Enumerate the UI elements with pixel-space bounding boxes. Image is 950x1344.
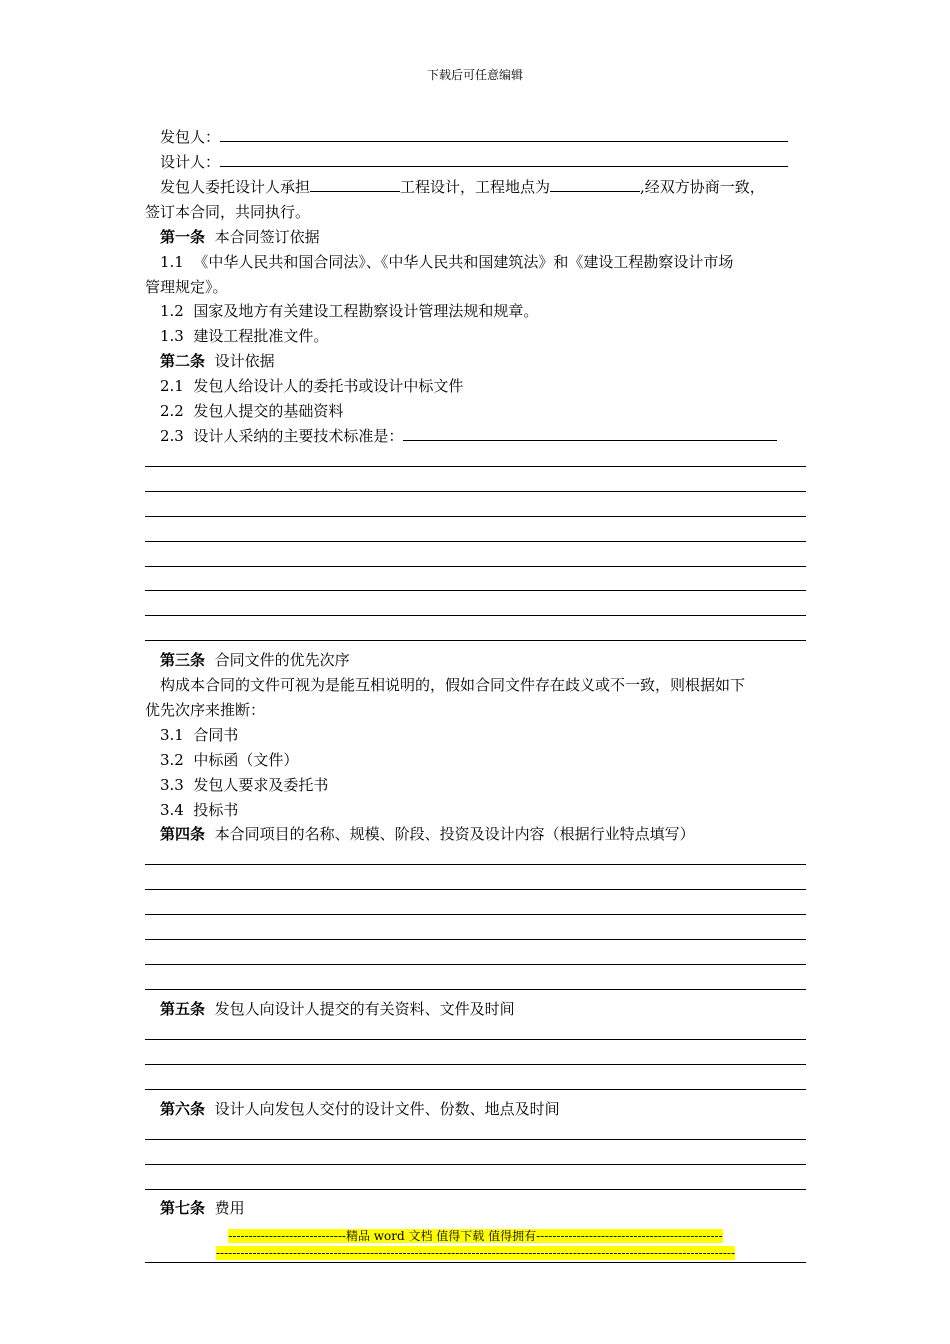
fill-line[interactable] [145, 590, 806, 591]
fill-line[interactable] [145, 864, 806, 865]
clause-2-3 [160, 426, 777, 446]
intro-text-a: 发包人委托设计人承担 [160, 178, 311, 196]
employer-label: 发包人： [160, 128, 221, 146]
clause-number: 2.3 [160, 427, 184, 445]
article-2-title: 第二条 [160, 352, 206, 370]
article-3-name: 合同文件的优先次序 [214, 651, 350, 669]
clause-3-2 [160, 750, 298, 770]
fill-line[interactable] [145, 1189, 806, 1190]
fill-line[interactable] [145, 989, 806, 990]
clause-1-2 [160, 301, 538, 321]
clause-text: 合同书 [193, 726, 239, 744]
clause-number: 2.1 [160, 377, 184, 395]
fill-line[interactable] [145, 516, 806, 517]
standards-blank[interactable] [403, 426, 777, 441]
clause-number: 1.3 [160, 327, 184, 345]
clause-text: 投标书 [193, 801, 239, 819]
article-7-name: 费用 [214, 1199, 245, 1217]
fill-line[interactable] [145, 566, 806, 567]
clause-number: 3.1 [160, 726, 184, 744]
footer-rule [145, 1262, 806, 1263]
clause-number: 2.2 [160, 402, 184, 420]
clause-text: 《中华人民共和国合同法》、《中华人民共和国建筑法》和《建设工程勘察设计市场 [193, 253, 734, 271]
designer-line [160, 152, 788, 172]
fill-line[interactable] [145, 939, 806, 940]
article-1-title: 第一条 [160, 228, 206, 246]
article-7-heading [160, 1198, 245, 1218]
article-5-title: 第五条 [160, 1000, 206, 1018]
intro-line-2: 签订本合同，共同执行。 [145, 203, 311, 221]
article-2-heading [160, 351, 275, 371]
clause-text: 中标函（文件） [193, 751, 299, 769]
clause-text: 发包人要求及委托书 [193, 776, 329, 794]
clause-text: 发包人给设计人的委托书或设计中标文件 [193, 377, 464, 395]
fill-line[interactable] [145, 889, 806, 890]
footer-banner: -----------------------------精品 word 文档 值得下载 值得拥有---------------------------------------------- [228, 1229, 723, 1243]
project-blank[interactable] [310, 177, 400, 192]
article-1-heading [160, 227, 320, 247]
fill-line[interactable] [145, 1089, 806, 1090]
designer-label: 设计人： [160, 153, 221, 171]
designer-blank[interactable] [220, 152, 788, 167]
article-4-name: 本合同项目的名称、规模、阶段、投资及设计内容（根据行业特点填写） [214, 825, 695, 843]
fill-line[interactable] [145, 1064, 806, 1065]
clause-1-1-cont: 管理规定》。 [145, 278, 228, 296]
article-3-para-cont: 优先次序来推断： [145, 701, 266, 719]
intro-line [160, 177, 765, 197]
fill-line[interactable] [145, 541, 806, 542]
article-2-name: 设计依据 [214, 352, 275, 370]
fill-line[interactable] [145, 466, 806, 467]
clause-number: 3.2 [160, 751, 184, 769]
clause-number: 1.2 [160, 302, 184, 320]
intro-text-b: 工程设计，工程地点为 [400, 178, 551, 196]
fill-line[interactable] [145, 914, 806, 915]
location-blank[interactable] [550, 177, 640, 192]
article-3-title: 第三条 [160, 651, 206, 669]
clause-text: 设计人采纳的主要技术标准是： [193, 427, 404, 445]
fill-line[interactable] [145, 1039, 806, 1040]
article-4-title: 第四条 [160, 825, 206, 843]
article-7-title: 第七条 [160, 1199, 206, 1217]
fill-line[interactable] [145, 491, 806, 492]
article-6-name: 设计人向发包人交付的设计文件、份数、地点及时间 [214, 1100, 560, 1118]
article-5-name: 发包人向设计人提交的有关资料、文件及时间 [214, 1000, 515, 1018]
fill-line[interactable] [145, 1164, 806, 1165]
article-1-name: 本合同签订依据 [214, 228, 320, 246]
clause-number: 3.4 [160, 801, 184, 819]
clause-2-2 [160, 401, 343, 421]
employer-line [160, 127, 788, 147]
fill-line[interactable] [145, 640, 806, 641]
fill-line[interactable] [145, 1139, 806, 1140]
article-4-heading [160, 824, 695, 844]
clause-1-1 [160, 252, 733, 272]
clause-text: 建设工程批准文件。 [193, 327, 329, 345]
clause-number: 1.1 [160, 253, 184, 271]
page-header: 下载后可任意编辑 [426, 68, 523, 82]
clause-3-1 [160, 725, 238, 745]
clause-1-3 [160, 326, 328, 346]
clause-text: 国家及地方有关建设工程勘察设计管理法规和规章。 [193, 302, 539, 320]
employer-blank[interactable] [220, 127, 788, 142]
intro-text-c: ,经双方协商一致， [640, 178, 765, 196]
article-3-heading [160, 650, 350, 670]
article-5-heading [160, 999, 515, 1019]
clause-3-4 [160, 800, 238, 820]
clause-number: 3.3 [160, 776, 184, 794]
article-3-para: 构成本合同的文件可视为是能互相说明的，假如合同文件存在歧义或不一致，则根据如下 [160, 676, 746, 694]
fill-line[interactable] [145, 964, 806, 965]
clause-3-3 [160, 775, 328, 795]
article-6-heading [160, 1099, 560, 1119]
clause-2-1 [160, 376, 463, 396]
clause-text: 发包人提交的基础资料 [193, 402, 344, 420]
article-6-title: 第六条 [160, 1100, 206, 1118]
fill-line[interactable] [145, 615, 806, 616]
page-footer [145, 1228, 806, 1262]
footer-dashes: -------------------------------------------------------------------------------------------------------------------------------- [216, 1246, 735, 1260]
